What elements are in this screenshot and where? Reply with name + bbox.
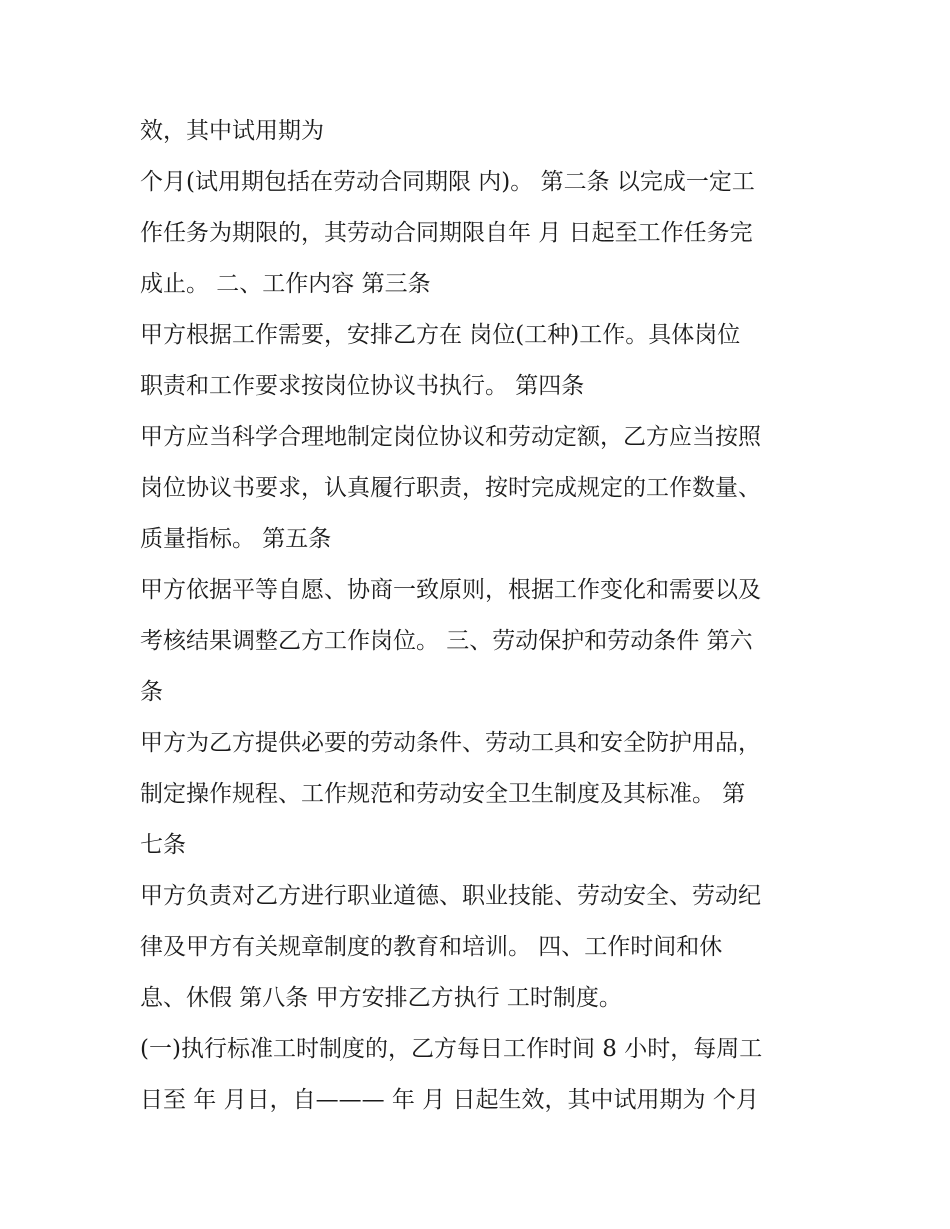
text-line: 质量指标。 第五条: [140, 526, 332, 552]
text-line: 效，其中试用期为: [140, 118, 324, 144]
text-line: 条: [140, 679, 163, 705]
text-line: 岗位协议书要求，认真履行职责，按时完成规定的工作数量、: [140, 475, 761, 501]
text-line: 制定操作规程、工作规范和劳动安全卫生制度及其标准。 第: [140, 781, 746, 807]
contract-text-block: [140, 108, 830, 1128]
text-line: 息、休假 第八条 甲方安排乙方执行 工时制度。: [140, 985, 622, 1011]
text-line: 成止。 二、工作内容 第三条: [140, 271, 431, 297]
text-line: 考核结果调整乙方工作岗位。 三、劳动保护和劳动条件 第六: [140, 628, 753, 654]
text-line: 甲方为乙方提供必要的劳动条件、劳动工具和安全防护用品，: [140, 730, 761, 756]
text-line: 甲方依据平等自愿、协商一致原则，根据工作变化和需要以及: [140, 577, 761, 603]
text-line: 律及甲方有关规章制度的教育和培训。 四、工作时间和休: [140, 934, 723, 960]
text-line: (一)执行标准工时制度的，乙方每日工作时间 8 小时，每周工: [140, 1036, 763, 1062]
text-line: 个月(试用期包括在劳动合同期限 内)。 第二条 以完成一定工: [140, 169, 755, 195]
text-line: 甲方根据工作需要，安排乙方在 岗位(工种)工作。具体岗位: [140, 322, 741, 348]
text-line: 作任务为期限的，其劳动合同期限自年 月 日起至工作任务完: [140, 220, 753, 246]
text-line: 日至 年 月日，自——— 年 月 日起生效，其中试用期为 个月: [140, 1087, 759, 1113]
text-line: 甲方应当科学合理地制定岗位协议和劳动定额，乙方应当按照: [140, 424, 761, 450]
text-line: 甲方负责对乙方进行职业道德、职业技能、劳动安全、劳动纪: [140, 883, 761, 909]
text-line: 七条: [140, 832, 186, 858]
text-line: 职责和工作要求按岗位协议书执行。 第四条: [140, 373, 585, 399]
